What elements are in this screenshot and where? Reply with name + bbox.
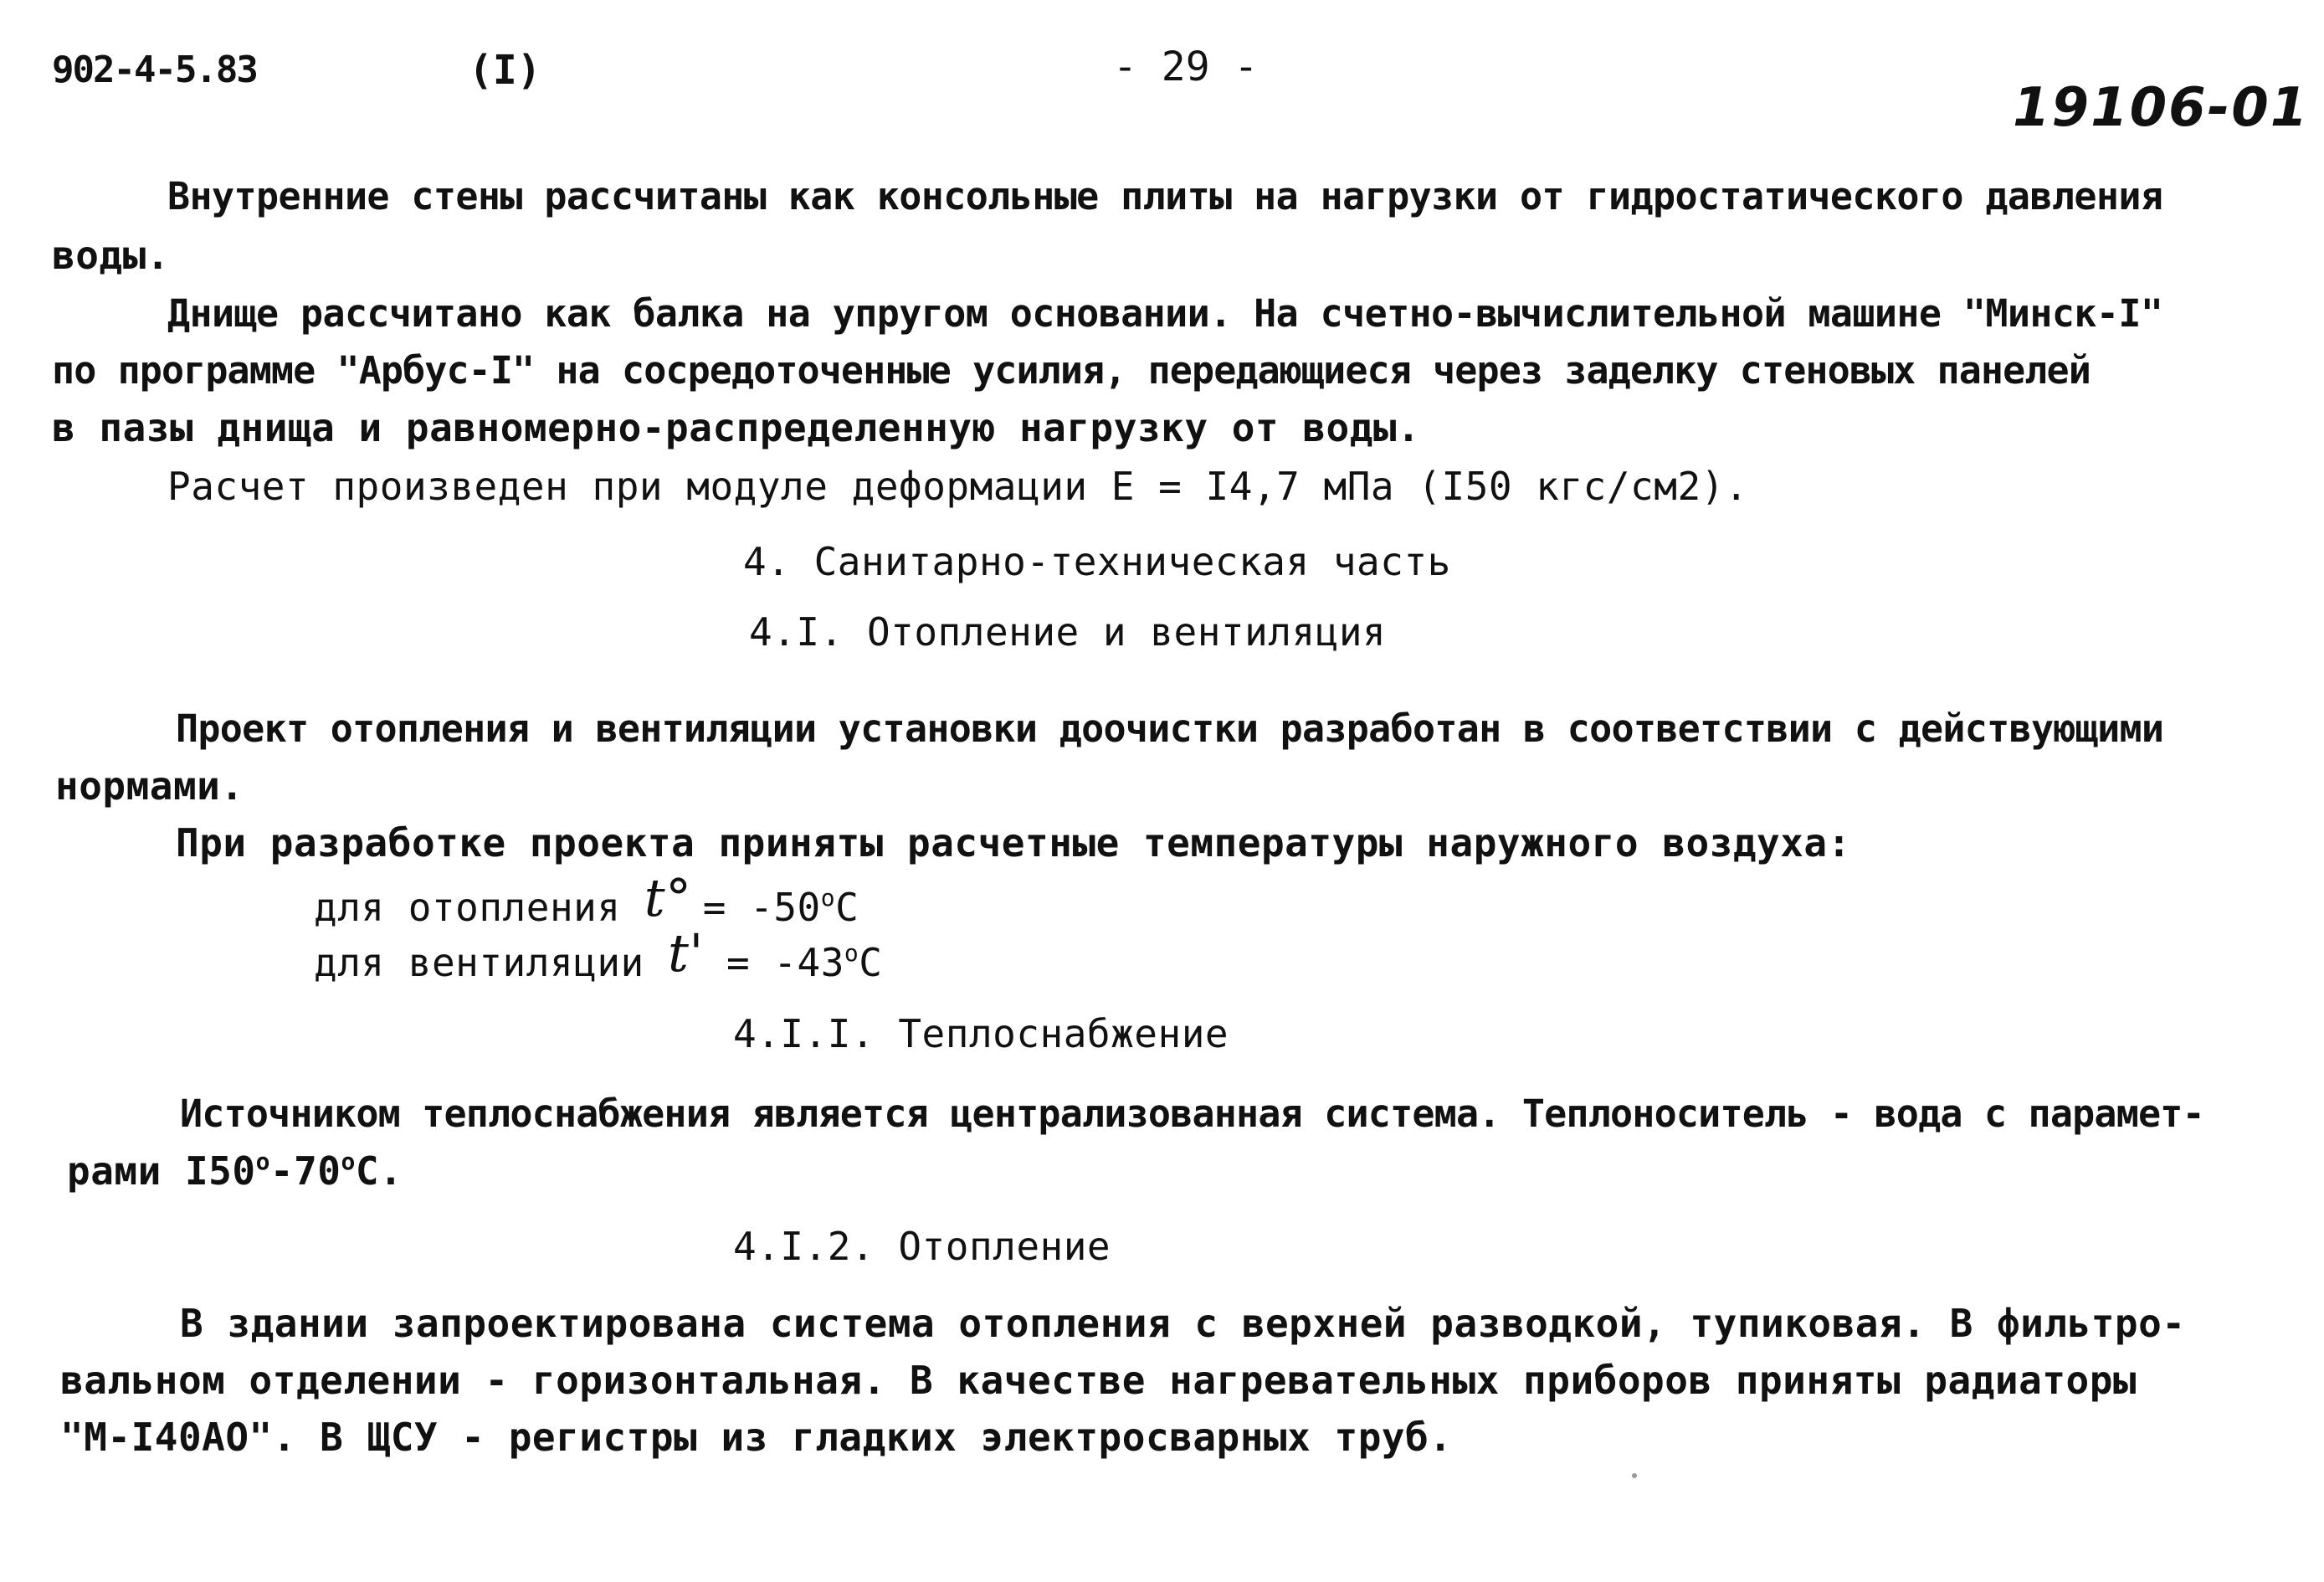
degree-sign: o: [844, 939, 859, 967]
paragraph-calc-modulus: Расчет произведен при модуле деформации Е = I4,7 мПа (I50 кгс/см2).: [167, 464, 1749, 509]
heat-supply-params-a: рами I50: [67, 1148, 256, 1194]
document-number: 902-4-5.83: [52, 49, 257, 91]
ventilation-label: для вентиляции: [314, 940, 644, 985]
section-4-1-2-title: 4.I.2. Отопление: [733, 1224, 1111, 1269]
paragraph-bottom-line-3: в пазы днища и равномерно-распределенную нагрузку от воды.: [52, 405, 1421, 450]
paragraph-heat-supply-line-1: Источником теплоснабжения является централизованная система. Теплоноситель - вода с парамет-: [180, 1091, 2204, 1136]
section-4-1-1-title: 4.I.I. Теплоснабжение: [733, 1011, 1229, 1056]
paragraph-project-line-2: нормами.: [55, 763, 244, 809]
part-number: (I): [469, 47, 541, 94]
heating-label: для отопления: [314, 885, 621, 930]
ventilation-temperature-symbol: t': [667, 922, 704, 984]
scan-speck: [1632, 1473, 1637, 1478]
paragraph-heating-line-3: "М-I40АО". В ЩСУ - регистры из гладких электросварных труб.: [60, 1415, 1453, 1460]
paragraph-heating-line-2: вальном отделении - горизонтальная. В качестве нагревательных приборов приняты радиаторы: [60, 1358, 2137, 1403]
paragraph-heat-supply-line-2: [67, 1142, 403, 1200]
paragraph-project-line-1: Проект отопления и вентиляции установки доочистки разработан в соответствии с действующими: [176, 706, 2164, 751]
section-4-1-title: 4.I. Отопление и вентиляция: [749, 609, 1387, 655]
heat-supply-params-c: С.: [355, 1148, 403, 1194]
heating-temperature-value: = -50: [702, 885, 821, 930]
paragraph-heating-line-1: В здании запроектирована система отопления с верхней разводкой, тупиковая. В фильтро-: [180, 1301, 2186, 1346]
heating-temperature-unit: C: [835, 885, 859, 930]
paragraph-design-temperatures: При разработке проекта приняты расчетные температуры наружного воздуха:: [176, 820, 1851, 865]
degree-sign: o: [255, 1148, 270, 1175]
paragraph-bottom-line-2: по программе "Арбус-I" на сосредоточенные усилия, передающиеся через заделку стеновых панелей: [52, 348, 2091, 393]
paragraph-inner-walls-cont: воды.: [52, 233, 170, 278]
archive-number: 19106-01: [2013, 77, 2310, 139]
page-number: - 29 -: [1113, 44, 1259, 90]
heating-temperature-row: [314, 867, 859, 937]
paragraph-inner-walls: Внутренние стены рассчитаны как консольные плиты на нагрузки от гидростатического давления: [167, 174, 2163, 218]
heating-temperature-symbol: t°: [644, 867, 692, 928]
ventilation-temperature-row: [314, 922, 883, 992]
paragraph-bottom-line-1: Днище рассчитано как балка на упругом основании. На счетно-вычислительной машине "Минск-I": [167, 291, 2163, 336]
ventilation-temperature-value: = -43: [726, 940, 844, 985]
section-4-title: 4. Санитарно-техническая часть: [743, 539, 1451, 584]
degree-sign: o: [341, 1148, 356, 1175]
heat-supply-params-b: -70: [269, 1148, 341, 1194]
ventilation-temperature-unit: C: [859, 940, 883, 985]
degree-sign: o: [820, 884, 836, 912]
